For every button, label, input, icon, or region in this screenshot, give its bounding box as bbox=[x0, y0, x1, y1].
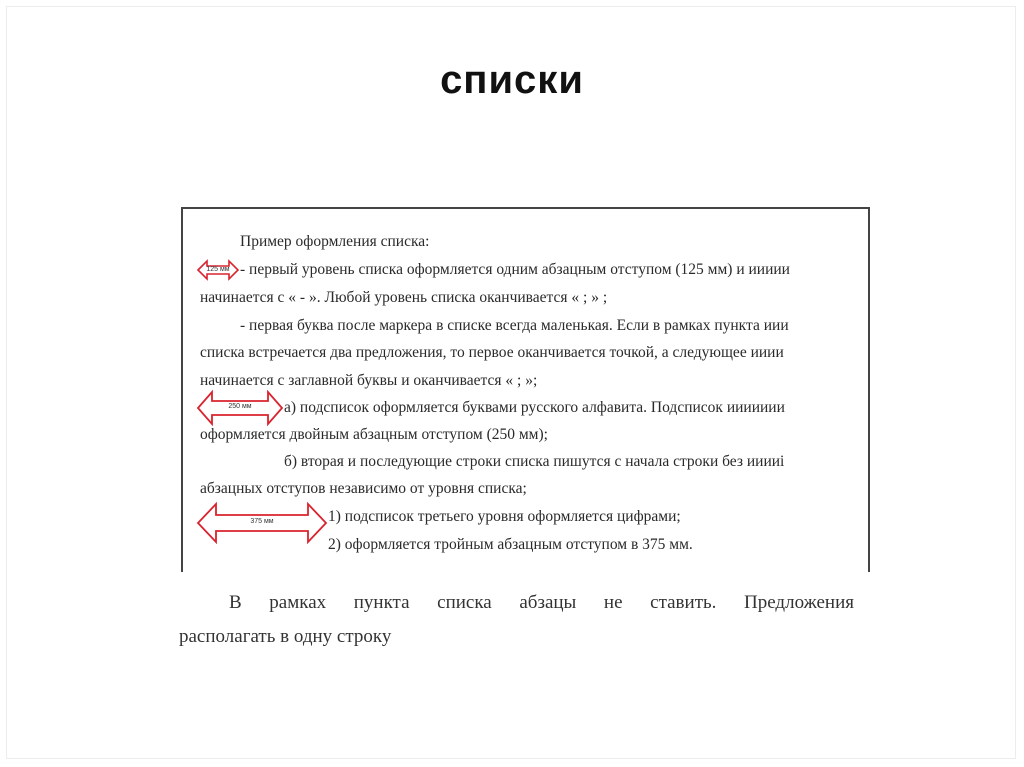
note-line-2: располагать в одну строку bbox=[179, 626, 392, 647]
example-line-1: - первый уровень списка оформляется одним абзацным отступом (125 мм) и иииии bbox=[240, 261, 790, 278]
example-line-11: 2) оформляется тройным абзацным отступом в 375 мм. bbox=[328, 536, 693, 553]
example-line-8: б) вторая и последующие строки списка пишутся с начала строки без ииииi bbox=[284, 453, 785, 470]
slide-title: списки bbox=[440, 58, 584, 102]
example-line-5: начинается с заглавной буквы и оканчивается « ; »; bbox=[200, 372, 538, 389]
example-line-3: - первая буква после маркера в списке всегда маленькая. Если в рамках пункта иии bbox=[240, 317, 789, 334]
example-line-9: абзацных отступов независимо от уровня списка; bbox=[200, 480, 527, 497]
example-line-2: начинается с « - ». Любой уровень списка оканчивается « ; » ; bbox=[200, 289, 608, 306]
example-heading: Пример оформления списка: bbox=[240, 233, 430, 250]
indent-arrow-125-label: 125 мм bbox=[206, 266, 230, 273]
note-line-1: В рамках пункта списка абзацы не ставить. Предложения bbox=[229, 592, 854, 613]
example-line-10: 1) подсписок третьего уровня оформляется цифрами; bbox=[328, 508, 681, 525]
example-line-7: оформляется двойным абзацным отступом (250 мм); bbox=[200, 426, 548, 443]
example-line-6: а) подсписок оформляется буквами русского алфавита. Подсписок иииииии bbox=[284, 399, 785, 416]
example-line-4: списка встречается два предложения, то первое оканчивается точкой, а следующее ииии bbox=[200, 344, 784, 361]
indent-arrow-375-label: 375 мм bbox=[250, 518, 274, 525]
indent-arrow-250-label: 250 мм bbox=[228, 403, 252, 410]
